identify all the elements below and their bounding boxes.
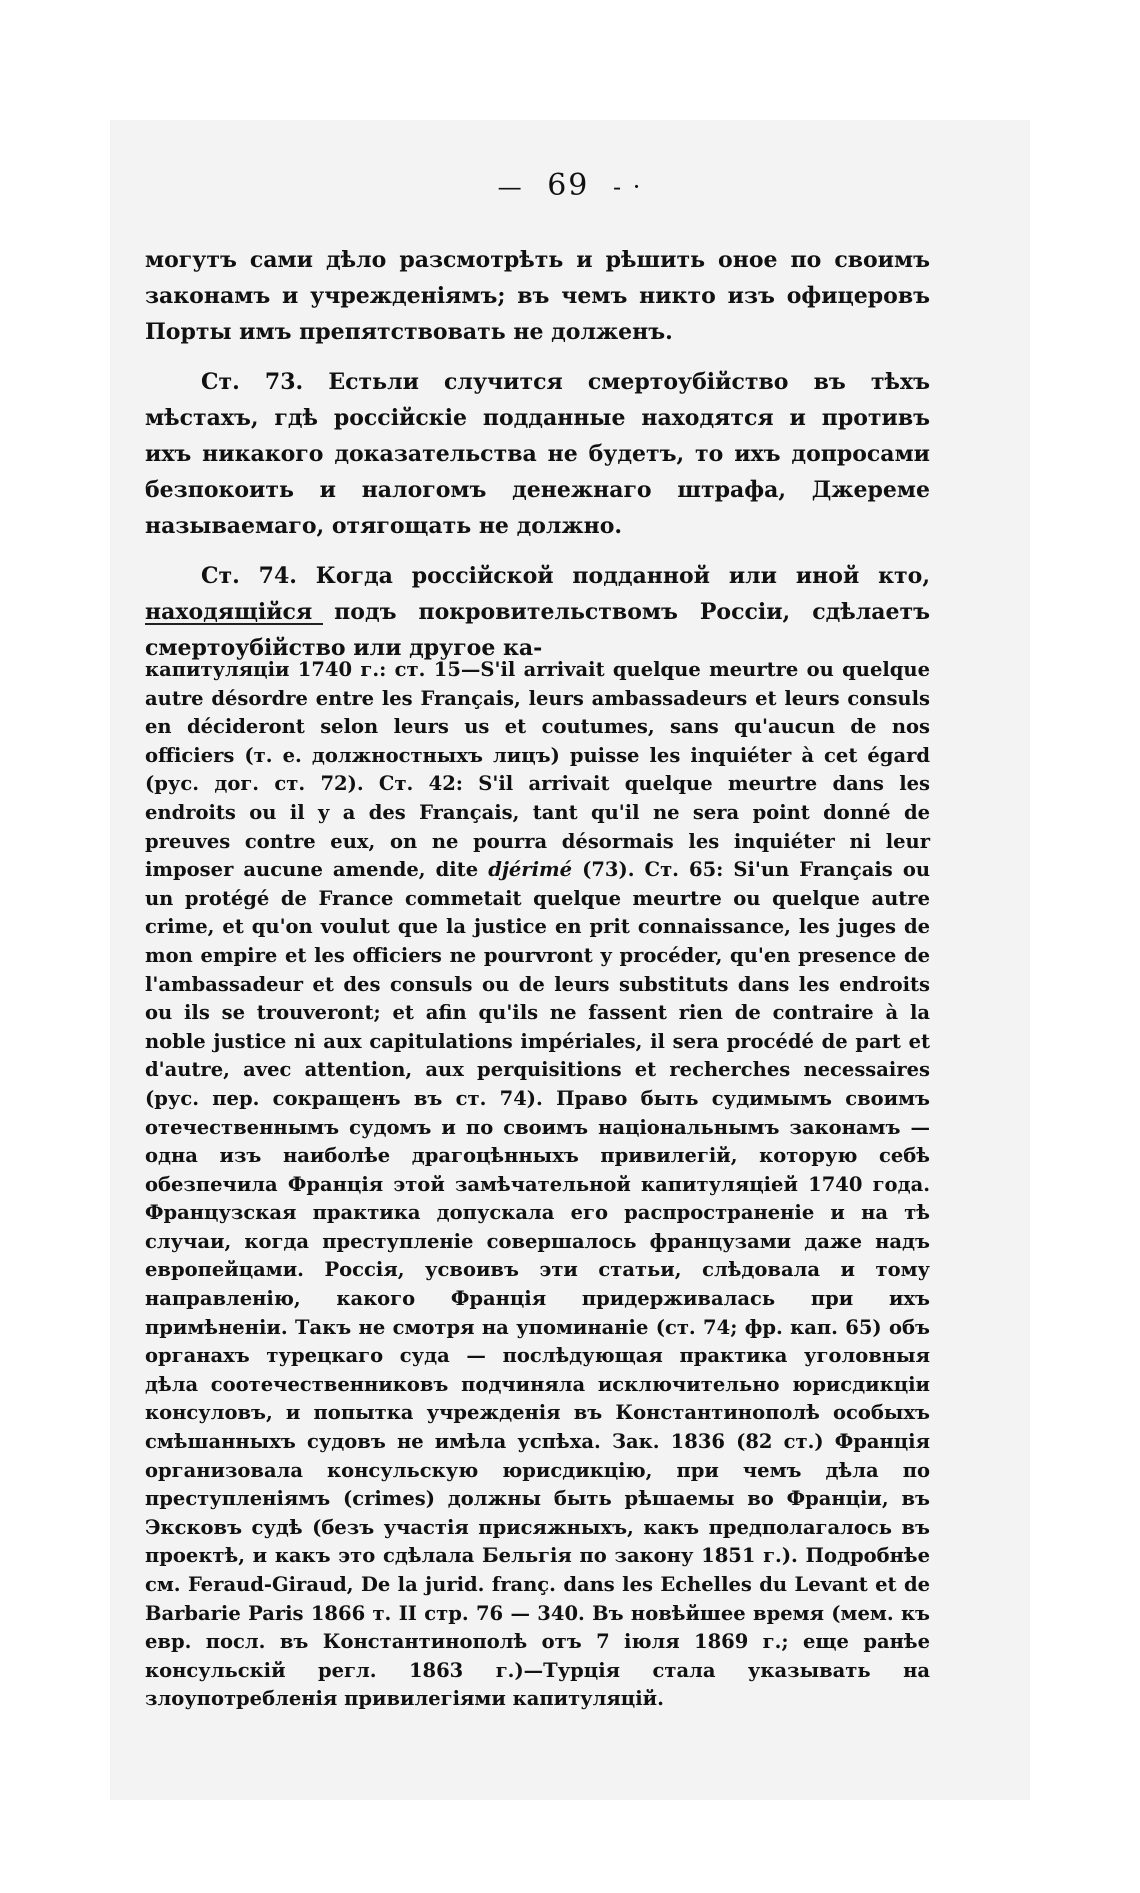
footnote: [145, 656, 930, 1714]
footnote-separator: [145, 623, 323, 625]
footnote-part-1: капитуляціи 1740 г.: ст. 15—S'il arrivait quelque meurtre ou quelque autre désordre entre les Français, leurs ambassadeurs et leurs consuls en décideront selon leurs us et coutumes, sans qu'aucun de nos officiers (т. е. должностныхъ лицъ) puisse les inquiéter à cet égard (рус. дог. ст. 72). Ст. 42: S'il arrivait quelque meurtre dans les endroits ou il y a des Français, tant qu'il ne sera point donné de preuves contre eux, on ne pourra désormais les inquiéter ni leur imposer aucune amende, dite: [145, 658, 930, 882]
page-number-dash-right: - ·: [612, 173, 643, 201]
page-number-dash-left: —: [497, 173, 524, 201]
paragraph-article-73: Ст. 73. Естьли случится смертоубійство въ тѣхъ мѣстахъ, гдѣ россійскіе подданные находятся и противъ ихъ никакого доказательства не будетъ, то ихъ допросами безпокоить и налогомъ денежнаго штрафа, Джереме называемаго, отягощать не должно.: [145, 369, 930, 539]
footnote-text: [145, 656, 930, 1714]
paragraph-continuation: могутъ сами дѣло разсмотрѣть и рѣшить оное по своимъ законамъ и учрежденіямъ; въ чемъ никто изъ офицеровъ Порты имъ препятствовать не долженъ.: [145, 247, 930, 345]
main-text: [145, 242, 930, 680]
page-number: 69: [547, 168, 590, 203]
page-number-line: [0, 168, 1140, 203]
footnote-italic-term: djérimé: [488, 858, 573, 882]
paragraph-article-74: Ст. 74. Когда россійской подданной или иной кто, находящійся подъ покровительствомъ Россіи, сдѣлаетъ смертоубійство или другое ка-: [145, 563, 930, 661]
footnote-part-2: (73). Ст. 65: Si'un Français ou un protégé de France commetait quelque meurtre ou quelque autre crime, et qu'on voulut que la justice en prit connaissance, les juges de mon empire et les officiers ne pourvront y procéder, qu'en presence de l'ambassadeur et des consuls ou de leurs substituts dans les endroits ou ils se trouveront; et afin qu'ils ne fassent rien de contraire à la noble justice ni aux capitulations impériales, il sera procédé de part et d'autre, avec attention, aux perquisitions et recherches necessaires (рус. пер. сокращенъ въ ст. 74). Право быть судимымъ своимъ отечественнымъ судомъ и по своимъ національнымъ законамъ — одна изъ наиболѣе драгоцѣнныхъ привилегій, которую себѣ обезпечила Франція этой замѣчательной капитуляціей 1740 года. Французская практика допускала его распространеніе и на тѣ случаи, когда преступленіе совершалось французами даже надъ европейцами. Россія, усвоивъ эти статьи, слѣдовала и тому направленію, какого Франція придерживалась при ихъ примѣненіи. Такъ не смотря на упоминаніе (ст. 74; фр. кап. 65) объ органахъ турецкаго суда — послѣдующая практика уголовныя дѣла соотечественниковъ подчиняла исключительно юрисдикціи консуловъ, и попытка учрежденія въ Константинополѣ особыхъ смѣшанныхъ судовъ не имѣла успѣха. Зак. 1836 (82 ст.) Франція организовала консульскую юрисдикцію, при чемъ дѣла по преступленіямъ (crimes) должны быть рѣшаемы во Франціи, въ Эксковъ судѣ (безъ участія присяжныхъ, какъ предполагалось въ проектѣ, и какъ это сдѣлала Бельгія по закону 1851 г.). Подробнѣе см. Feraud-Giraud, De la jurid. franç. dans les Echelles du Levant et de Barbarie Paris 1866 т. II стр. 76 — 340. Въ новѣйшее время (мем. къ евр. посл. въ Константинополѣ отъ 7 іюля 1869 г.; еще ранѣе консульскій регл. 1863 г.)—Турція стала указывать на злоупотребленія привилегіями капитуляцій.: [145, 858, 931, 1711]
